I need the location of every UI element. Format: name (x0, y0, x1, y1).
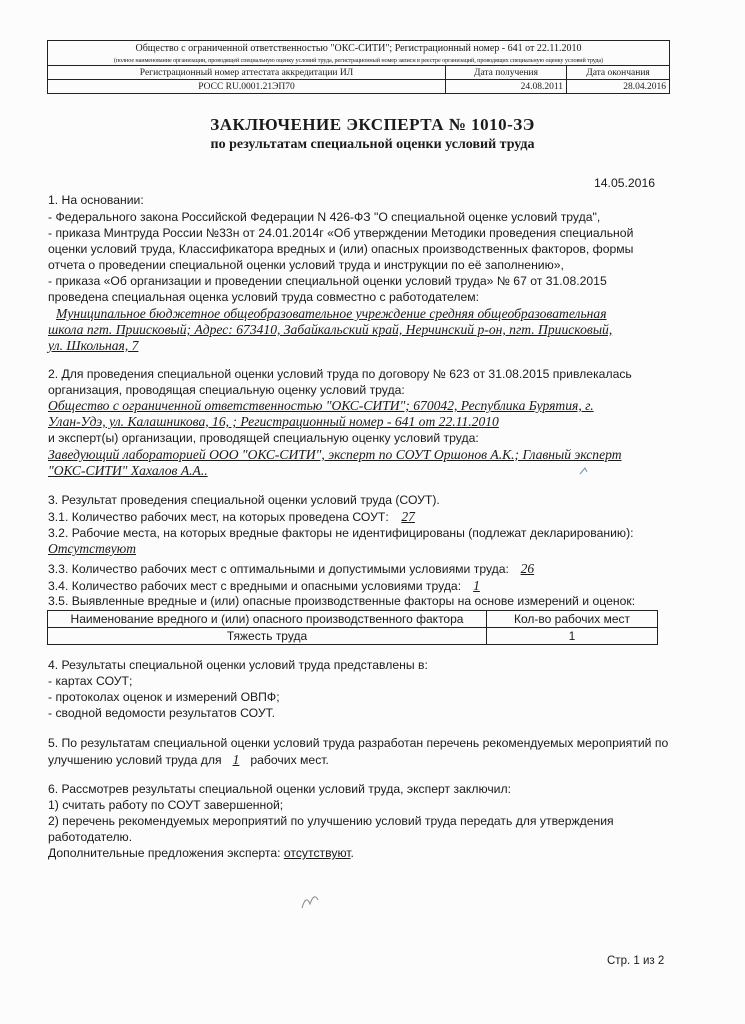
doc-subtitle: по результатам специальной оценки условий труда (210, 137, 535, 152)
employer-line1: Муниципальное бюджетное общеобразовательное учреждение средняя общеобразовательная (56, 306, 607, 321)
end-date: 28.04.2016 (567, 80, 670, 94)
s4-line4: - сводной ведомости результатов СОУТ. (48, 706, 276, 720)
s5-line2b: рабочих мест. (250, 753, 329, 767)
factors-table-header (48, 611, 658, 628)
ink-mark (577, 464, 591, 478)
scan-mark (296, 888, 326, 912)
s2-line1: 2. Для проведения специальной оценки условий труда по договору № 623 от 31.08.2015 привлекалась (48, 367, 632, 381)
s1-line6: - приказа «Об организации и проведении специальной оценки условий труда» № 67 от 31.08.2015 (48, 274, 607, 288)
factor-cell: Тяжесть труда (48, 628, 487, 645)
expert-line1: Заведующий лабораторией ООО "ОКС-СИТИ", эксперт по СОУТ Оршонов А.К.; Главный эксперт (48, 447, 622, 462)
s3-3-value: 26 (520, 561, 535, 576)
count-cell: 1 (487, 628, 658, 645)
s1-line4: оценки условий труда, Классификатора вредных и (или) опасных производственных факторов, формы (48, 242, 634, 256)
s4-line2: - картах СОУТ; (48, 674, 133, 688)
s4-line3: - протоколах оценок и измерений ОВПФ; (48, 690, 280, 704)
count-col-header: Кол-во рабочих мест (487, 611, 658, 628)
s5-line1: 5. По результатам специальной оценки условий труда разработан перечень рекомендуемых мероприятий по (48, 736, 669, 750)
s6-line3: 2) перечень рекомендуемых мероприятий по улучшению условий труда передать для утверждения (48, 814, 614, 828)
s6-line5: Дополнительные предложения эксперта: отсутствуют. (48, 846, 354, 860)
s3-4-value: 1 (473, 578, 480, 593)
s3-1 (48, 509, 424, 525)
factors-table (47, 610, 658, 645)
org-line1: Общество с ограниченной ответственностью "ОКС-СИТИ"; 670042, Республика Бурятия, г. (48, 398, 594, 413)
doc-title: ЗАКЛЮЧЕНИЕ ЭКСПЕРТА № 1010-ЗЭ (210, 115, 535, 134)
cert-label: Регистрационный номер аттестата аккредитации ИЛ (48, 66, 446, 80)
s3-3-label: 3.3. Количество рабочих мест с оптимальными и допустимыми условиями труда: (48, 562, 509, 576)
s2-line2: организация, проводящая специальную оценку условий труда: (48, 383, 405, 397)
s6-line5b: отсутствуют (283, 846, 351, 860)
s5-line2a: улучшению условий труда для (48, 753, 222, 767)
org-line: Общество с ограниченной ответственностью "ОКС-СИТИ"; Регистрационный номер - 641 от 22.11.2010 (48, 41, 670, 57)
table-row (48, 628, 658, 645)
received-date: 24.08.2011 (446, 80, 567, 94)
s3-4-label: 3.4. Количество рабочих мест с вредными и опасными условиями труда: (48, 579, 462, 593)
s5-value: 1 (232, 752, 240, 767)
factor-col-header: Наименование вредного и (или) опасного производственного фактора (48, 611, 487, 628)
s3-1-value: 27 (401, 509, 415, 524)
header-table (47, 40, 670, 94)
org-note: (полное наименование организации, проводящей специальную оценку условий труда, регистрационный номер записи в реестре организаций, проводящих специальную оценку условий труда) (48, 56, 670, 66)
s6-line2: 1) считать работу по СОУТ завершенной; (48, 798, 284, 812)
s3-2-label: 3.2. Рабочие места, на которых вредные факторы не идентифицированы (подлежат декларированию): (48, 526, 634, 540)
s1-line5: отчета о проведении специальной оценки условий труда и инструкции по её заполнению», (48, 258, 564, 272)
s6-line1: 6. Рассмотрев результаты специальной оценки условий труда, эксперт заключил: (48, 782, 511, 796)
doc-date: 14.05.2016 (594, 176, 655, 190)
employer-line3: ул. Школьная, 7 (48, 338, 139, 353)
s3-4 (48, 578, 489, 594)
s2-line3: и эксперт(ы) организации, проводящей специальную оценку условий труда: (48, 431, 479, 445)
received-label: Дата получения (446, 66, 567, 80)
page-number: Стр. 1 из 2 (607, 955, 665, 967)
org-line2: Улан-Удэ, ул. Калашникова, 16, ; Регистрационный номер - 641 от 22.11.2010 (48, 414, 499, 429)
employer-line2: школа пгт. Приисковый; Адрес: 673410, Забайкальский край, Нерчинский р-он, пгт. Приисковый, (48, 322, 613, 337)
s5-line2 (48, 752, 329, 768)
cert-number: РОСС RU.0001.21ЭП70 (48, 80, 446, 94)
s1-line1: 1. На основании: (48, 193, 144, 207)
s3-1-label: 3.1. Количество рабочих мест, на которых проведена СОУТ: (48, 510, 389, 524)
s3-5-label: 3.5. Выявленные вредные и (или) опасные производственные факторы на основе измерений и оценок: (48, 594, 636, 608)
s3-3 (48, 561, 542, 577)
s3-2-value: Отсутствуют (48, 541, 137, 556)
end-label: Дата окончания (567, 66, 670, 80)
s6-line5a: Дополнительные предложения эксперта: (48, 846, 281, 860)
s6-line4: работодателю. (48, 830, 133, 844)
s1-line2: - Федерального закона Российской Федерации N 426-ФЗ "О специальной оценке условий труда", (48, 210, 601, 224)
s4-line1: 4. Результаты специальной оценки условий труда представлены в: (48, 658, 428, 672)
s3-line1: 3. Результат проведения специальной оценки условий труда (СОУТ). (48, 493, 440, 507)
expert-line2: "ОКС-СИТИ" Хахалов А.А.. (48, 463, 208, 478)
s1-line7: проведена специальная оценка условий труда совместно с работодателем: (48, 290, 480, 304)
s1-line3: - приказа Минтруда России №33н от 24.01.2014г «Об утверждении Методики проведения специальной (48, 226, 634, 240)
